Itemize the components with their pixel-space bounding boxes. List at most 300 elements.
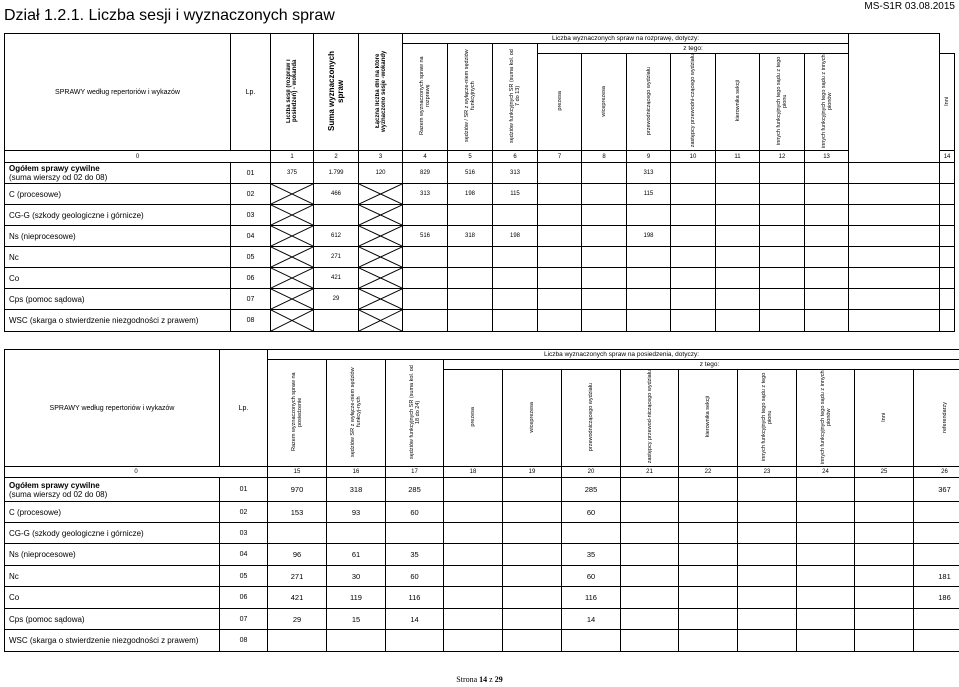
table-cell (444, 544, 503, 566)
table-cell: 60 (386, 566, 444, 587)
group-header: Liczba wyznaczonych spraw na rozprawę, dotyczy: (403, 34, 849, 44)
table-cell (314, 310, 359, 332)
row-label: Co (5, 587, 220, 609)
page-footer (0, 675, 959, 684)
sprawy-header: SPRAWY według repertoriów i wykazów (5, 34, 231, 151)
table-cell: 198 (493, 226, 538, 247)
col-header: Inni (855, 370, 914, 467)
table-cell: 61 (327, 544, 386, 566)
row-lp: 04 (220, 544, 268, 566)
table-cell (940, 247, 955, 268)
table-cell (403, 310, 448, 332)
table-cell: 612 (314, 226, 359, 247)
row-lp: 08 (220, 630, 268, 652)
table-cell (503, 523, 562, 544)
table-cell: 29 (268, 609, 327, 630)
col-header: wiceprezesa (503, 370, 562, 467)
table-cell (679, 630, 738, 652)
row-lp: 07 (220, 609, 268, 630)
table-cell (503, 566, 562, 587)
table-cell: 198 (627, 226, 671, 247)
col-header: kierownika sekcji (679, 370, 738, 467)
col-header: innych funkcyjnych tego sądu z innych pionów (805, 54, 849, 151)
table-cell (760, 163, 805, 184)
colnum: 0 (5, 151, 271, 163)
table-cell: 466 (314, 184, 359, 205)
colnum: 26 (914, 467, 959, 478)
table-cell (582, 268, 627, 289)
row-label: CG-G (szkody geologiczne i górnicze) (5, 205, 231, 226)
table-cell (582, 184, 627, 205)
row-label: CG-G (szkody geologiczne i górnicze) (5, 523, 220, 544)
table-cell (679, 544, 738, 566)
table-cell: 516 (448, 163, 493, 184)
column-numbers (5, 151, 955, 163)
table-cell (679, 566, 738, 587)
table-cell: 285 (386, 478, 444, 502)
table-cell (627, 268, 671, 289)
table-cell (386, 630, 444, 652)
table-cell (805, 289, 849, 310)
table-cell: 313 (493, 163, 538, 184)
row-label: Cps (pomoc sądowa) (5, 289, 231, 310)
footer-prefix: Strona (456, 675, 480, 684)
table-cell (314, 205, 359, 226)
col-header: innych funkcyjnych tego sądu z innych pionów (797, 370, 855, 467)
table-cell (679, 609, 738, 630)
table-cell (503, 478, 562, 502)
table-cell: 1.799 (314, 163, 359, 184)
table-cell (403, 268, 448, 289)
form-code: MS-S1R 03.08.2015 (864, 1, 955, 12)
table-row (5, 289, 955, 310)
col-header: Razem wyznaczonych spraw na rozprawę (403, 44, 448, 151)
crossed-cell (271, 268, 314, 289)
table-cell (582, 163, 627, 184)
table-cell (805, 247, 849, 268)
table-cell: 35 (562, 544, 621, 566)
table-cell (855, 609, 914, 630)
table-cell (738, 609, 797, 630)
table-cell (849, 289, 940, 310)
row-label: Ns (nieprocesowe) (5, 544, 220, 566)
table-cell (582, 247, 627, 268)
table-cell: 313 (403, 184, 448, 205)
table-cell: 516 (403, 226, 448, 247)
table-cell (582, 289, 627, 310)
table-cell (849, 205, 940, 226)
table-cell (538, 289, 582, 310)
table-cell (716, 268, 760, 289)
lp-header: Lp. (220, 350, 268, 467)
row-label: C (procesowe) (5, 502, 220, 523)
table-cell (268, 523, 327, 544)
row-lp: 08 (231, 310, 271, 332)
table-cell (716, 184, 760, 205)
table-cell (760, 247, 805, 268)
table-cell (855, 587, 914, 609)
footer-sep: z (487, 675, 495, 684)
group-header: Liczba wyznaczonych spraw na posiedzenia, dotyczy: (268, 350, 959, 360)
colnum: 12 (760, 151, 805, 163)
table-posiedzenia (4, 349, 959, 652)
table-cell (805, 205, 849, 226)
table-cell (805, 226, 849, 247)
table-cell: 60 (562, 566, 621, 587)
table-cell (738, 566, 797, 587)
crossed-cell (271, 289, 314, 310)
table-cell (716, 226, 760, 247)
table-cell (538, 163, 582, 184)
table-cell (538, 247, 582, 268)
table-rozprawy (4, 33, 955, 332)
crossed-cell (359, 268, 403, 289)
table-cell: 421 (268, 587, 327, 609)
col-header: Inni (940, 54, 955, 151)
table-cell (448, 205, 493, 226)
col-header: sędziów funkcyjnych SR (suma kol. od 18 do 24) (386, 360, 444, 467)
table-cell: 14 (386, 609, 444, 630)
row-lp: 07 (231, 289, 271, 310)
table-cell: 119 (327, 587, 386, 609)
table-cell (582, 310, 627, 332)
table-cell (444, 478, 503, 502)
table-cell (444, 523, 503, 544)
colnum: 5 (448, 151, 493, 163)
col-header: wiceprezesa (582, 54, 627, 151)
table-cell (503, 502, 562, 523)
table-cell (327, 523, 386, 544)
table-cell (855, 523, 914, 544)
table-cell (797, 502, 855, 523)
table-cell: 970 (268, 478, 327, 502)
table-cell (671, 163, 716, 184)
col-header: prezesa (538, 54, 582, 151)
table-cell (627, 310, 671, 332)
table-cell (914, 502, 959, 523)
table-cell (627, 247, 671, 268)
table-cell (940, 268, 955, 289)
table-cell: 116 (386, 587, 444, 609)
crossed-cell (359, 205, 403, 226)
table-cell (797, 523, 855, 544)
table-cell (679, 478, 738, 502)
table-cell (940, 184, 955, 205)
table-cell (914, 630, 959, 652)
table-cell: 367 (914, 478, 959, 502)
col-header: Łączna liczba dni na które wyznaczono sesje -wokandy (359, 34, 403, 151)
row-lp: 03 (231, 205, 271, 226)
table-row (5, 310, 955, 332)
table-cell (538, 268, 582, 289)
row-lp: 03 (220, 523, 268, 544)
table-cell (716, 310, 760, 332)
row-label: Ns (nieprocesowe) (5, 226, 231, 247)
table-cell (855, 544, 914, 566)
table-row (5, 587, 959, 609)
crossed-cell (271, 226, 314, 247)
table-cell (403, 247, 448, 268)
colnum: 22 (679, 467, 738, 478)
col-header: innych funkcyjnych tego sądu z tego pionu (738, 370, 797, 467)
table-cell (444, 630, 503, 652)
table-cell (448, 268, 493, 289)
table-cell (855, 566, 914, 587)
colnum: 15 (268, 467, 327, 478)
table-cell: 271 (268, 566, 327, 587)
row-lp: 04 (231, 226, 271, 247)
table-cell (562, 523, 621, 544)
table-cell (621, 523, 679, 544)
table-cell (679, 523, 738, 544)
table-cell (855, 478, 914, 502)
col-header: Suma wyznaczonych spraw (314, 34, 359, 151)
table-cell: 198 (448, 184, 493, 205)
colnum: 14 (940, 151, 955, 163)
table-cell (621, 566, 679, 587)
table-cell (805, 184, 849, 205)
crossed-cell (271, 310, 314, 332)
blank-cell (849, 34, 940, 163)
col-header: przewodniczącego wydziału (627, 54, 671, 151)
table-cell (797, 587, 855, 609)
colnum: 10 (671, 151, 716, 163)
row-label: Cps (pomoc sądowa) (5, 609, 220, 630)
table-row (5, 523, 959, 544)
table-cell (268, 630, 327, 652)
table-cell (448, 310, 493, 332)
table-cell (914, 523, 959, 544)
table-row (5, 247, 955, 268)
table-row (5, 544, 959, 566)
row-label: Nc (5, 566, 220, 587)
crossed-cell (359, 184, 403, 205)
table-cell (493, 268, 538, 289)
table-cell (797, 630, 855, 652)
table-cell (760, 205, 805, 226)
colnum: 0 (5, 467, 268, 478)
table-row (5, 205, 955, 226)
col-header: prezesa (444, 370, 503, 467)
table-cell (738, 587, 797, 609)
table-cell (621, 630, 679, 652)
colnum: 11 (716, 151, 760, 163)
table-row (5, 478, 959, 502)
table-cell: 15 (327, 609, 386, 630)
table-row (5, 163, 955, 184)
table-cell (914, 544, 959, 566)
table-cell (805, 163, 849, 184)
table-cell (914, 609, 959, 630)
table-cell (538, 226, 582, 247)
table-cell (503, 587, 562, 609)
table-cell (738, 478, 797, 502)
table-cell (448, 247, 493, 268)
table-cell (849, 226, 940, 247)
colnum: 23 (738, 467, 797, 478)
table-row (5, 566, 959, 587)
table-cell (797, 544, 855, 566)
table-cell (621, 544, 679, 566)
table-cell (493, 247, 538, 268)
table-cell (797, 566, 855, 587)
table-cell: 375 (271, 163, 314, 184)
sprawy-header: SPRAWY według repertoriów i wykazów (5, 350, 220, 467)
page-title: Dział 1.2.1. Liczba sesji i wyznaczonych spraw (4, 7, 335, 24)
row-label: Co (5, 268, 231, 289)
table-cell: 115 (627, 184, 671, 205)
table-cell (538, 310, 582, 332)
col-header: zastępcy przewodni-czącego wydziału (671, 54, 716, 151)
col-header: Liczba sesji (rozpraw i posiedzeń) - wokanda (271, 34, 314, 151)
table-cell (716, 163, 760, 184)
table-cell: 60 (386, 502, 444, 523)
table-cell: 318 (448, 226, 493, 247)
table-cell (940, 289, 955, 310)
table-cell (538, 184, 582, 205)
table-cell: 30 (327, 566, 386, 587)
col-header: Razem wyznaczonych spraw na posiedzenie (268, 360, 327, 467)
col-header: kierownika sekcji (716, 54, 760, 151)
colnum: 24 (797, 467, 855, 478)
table-row (5, 630, 959, 652)
table-cell (738, 523, 797, 544)
table-cell (327, 630, 386, 652)
table-cell (738, 544, 797, 566)
table-cell (805, 310, 849, 332)
table-cell (760, 184, 805, 205)
table-cell (627, 289, 671, 310)
colnum: 19 (503, 467, 562, 478)
table-cell (716, 289, 760, 310)
table-cell (797, 478, 855, 502)
table-cell (403, 205, 448, 226)
row-label: Ogółem sprawy cywilne (suma wierszy od 02 do 08) (5, 478, 220, 502)
ztego-header: z tego: (444, 360, 959, 370)
table-cell (582, 226, 627, 247)
table-cell (671, 310, 716, 332)
row-lp: 06 (231, 268, 271, 289)
table-cell: 271 (314, 247, 359, 268)
table-cell (621, 502, 679, 523)
table-cell: 313 (627, 163, 671, 184)
row-label: WSC (skarga o stwierdzenie niezgodności z prawem) (5, 630, 220, 652)
table-row (5, 609, 959, 630)
col-header: sędziów SR z wyłącze-niem sędziów funkcyj-nych (327, 360, 386, 467)
table-cell: 829 (403, 163, 448, 184)
table-row (5, 502, 959, 523)
table-cell (671, 205, 716, 226)
table-cell (493, 205, 538, 226)
table-cell (627, 205, 671, 226)
footer-page: 14 (479, 675, 488, 684)
table-cell (503, 609, 562, 630)
table-cell (805, 268, 849, 289)
table-row (5, 184, 955, 205)
col-header: innych funkcyjnych tego sądu z tego pionu (760, 54, 805, 151)
table-cell (855, 630, 914, 652)
col-header: sędziów / SR z wyłącze-niem sędziów funkcyjnych (448, 44, 493, 151)
table-cell (562, 630, 621, 652)
colnum: 9 (627, 151, 671, 163)
row-label: WSC (skarga o stwierdzenie niezgodności z prawem) (5, 310, 231, 332)
colnum: 17 (386, 467, 444, 478)
table-cell: 14 (562, 609, 621, 630)
row-lp: 02 (231, 184, 271, 205)
table-cell (716, 247, 760, 268)
table-cell (760, 289, 805, 310)
row-lp: 05 (231, 247, 271, 268)
table-cell (671, 268, 716, 289)
table-cell (797, 609, 855, 630)
table-cell (538, 205, 582, 226)
row-lp: 01 (231, 163, 271, 184)
colnum: 18 (444, 467, 503, 478)
table-cell (444, 609, 503, 630)
row-lp: 06 (220, 587, 268, 609)
table-cell (716, 205, 760, 226)
col-header: referendarzy (914, 370, 959, 467)
footer-total: 29 (494, 675, 503, 684)
crossed-cell (271, 247, 314, 268)
colnum: 2 (314, 151, 359, 163)
table-cell (671, 184, 716, 205)
table-cell: 115 (493, 184, 538, 205)
table-cell (621, 587, 679, 609)
col-header: przewodniczącego wydziału (562, 370, 621, 467)
row-lp: 01 (220, 478, 268, 502)
crossed-cell (359, 247, 403, 268)
table-row (5, 268, 955, 289)
colnum: 13 (805, 151, 849, 163)
col-header: zastępcy przewod-niczącego wydziału (621, 370, 679, 467)
row-label: Nc (5, 247, 231, 268)
table-cell (671, 226, 716, 247)
col-header: sędziów funkcyjnych SR (suma kol. od 7 do 13) (493, 44, 538, 151)
table-cell: 35 (386, 544, 444, 566)
colnum: 6 (493, 151, 538, 163)
table-cell (760, 268, 805, 289)
table-cell (940, 205, 955, 226)
table-cell: 186 (914, 587, 959, 609)
table-cell: 181 (914, 566, 959, 587)
table-cell (503, 544, 562, 566)
table-cell (940, 163, 955, 184)
table-cell (849, 310, 940, 332)
table-cell (849, 247, 940, 268)
table-cell: 60 (562, 502, 621, 523)
crossed-cell (271, 184, 314, 205)
table-cell (671, 247, 716, 268)
crossed-cell (271, 205, 314, 226)
table-cell: 421 (314, 268, 359, 289)
table-cell (493, 289, 538, 310)
row-lp: 02 (220, 502, 268, 523)
table-cell (760, 226, 805, 247)
table-cell: 285 (562, 478, 621, 502)
row-lp: 05 (220, 566, 268, 587)
table-cell (738, 502, 797, 523)
colnum: 16 (327, 467, 386, 478)
table-cell (403, 289, 448, 310)
colnum: 7 (538, 151, 582, 163)
table-cell (448, 289, 493, 310)
table-cell (621, 609, 679, 630)
colnum: 4 (403, 151, 448, 163)
table-cell: 120 (359, 163, 403, 184)
table-cell (671, 289, 716, 310)
crossed-cell (359, 226, 403, 247)
